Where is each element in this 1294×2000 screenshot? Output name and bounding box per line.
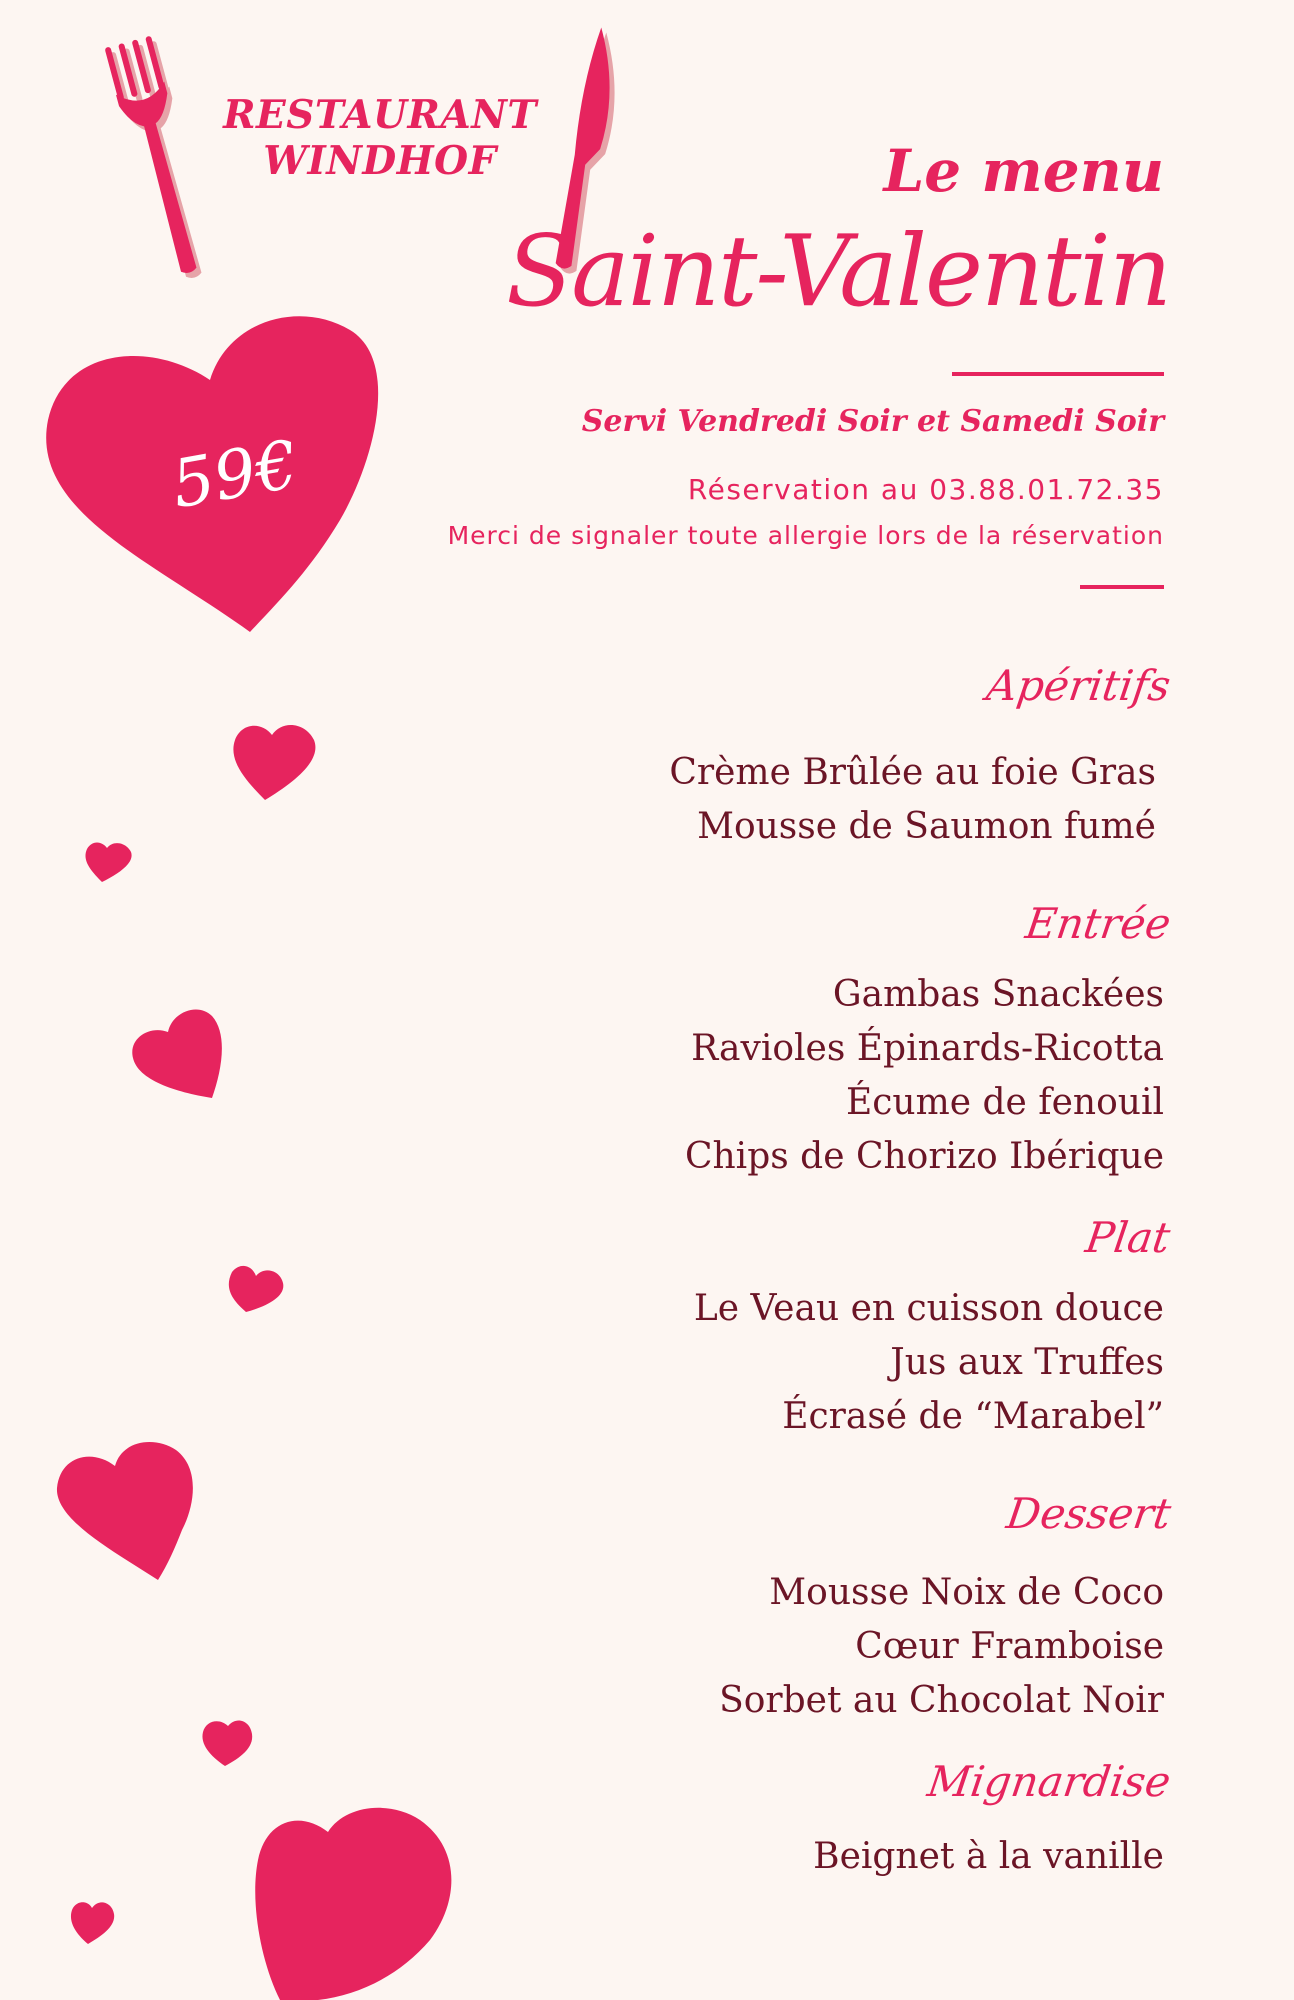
section-items-mignardise [813,1830,1164,1884]
section-items-aperitifs [669,746,1156,854]
restaurant-name-line2: WINDHOF [263,138,497,184]
heart-icon [255,1808,451,2000]
menu-item: Crème Brûlée au foie Gras [669,752,1156,793]
section-items-dessert [719,1566,1164,1728]
allergy-note: Merci de signaler toute allergie lors de la réservation [447,521,1164,550]
heart-icon [233,725,315,800]
service-days: Servi Vendredi Soir et Samedi Soir [581,404,1164,439]
menu-item: Mousse Noix de Coco [769,1572,1164,1613]
menu-item: Beignet à la vanille [813,1836,1164,1877]
restaurant-name-line1: RESTAURANT [223,92,537,138]
menu-item: Gambas Snackées [832,974,1164,1015]
menu-item: Jus aux Truffes [890,1342,1164,1383]
heart-icon [85,843,131,883]
menu-item: Chips de Chorizo Ibérique [684,1136,1164,1177]
reservation-phone: Réservation au 03.88.01.72.35 [687,473,1164,506]
restaurant-logo [200,92,560,184]
menu-item: Le Veau en cuisson douce [693,1288,1164,1329]
section-title-aperitifs: Apéritifs [983,661,1174,710]
section-items-plat [694,1282,1164,1444]
menu-title-script: Saint-Valentin [506,215,1170,329]
menu-item: Mousse de Saumon fumé [697,806,1156,847]
divider-bottom [1080,585,1164,589]
section-title-mignardise: Mignardise [924,1757,1174,1806]
menu-item: Écume de fenouil [845,1082,1164,1123]
heart-icon [202,1720,252,1766]
section-title-entree: Entrée [1022,899,1174,948]
menu-item: Sorbet au Chocolat Noir [719,1680,1164,1721]
menu-title: Le menu [883,137,1164,205]
section-items-entree [685,968,1164,1184]
menu-item: Ravioles Épinards-Ricotta [691,1028,1164,1069]
heart-icon [57,1442,193,1580]
price-label: 59€ [166,425,304,524]
heart-icon [229,1266,284,1312]
menu-item: Cœur Framboise [855,1626,1164,1667]
section-title-plat: Plat [1083,1213,1174,1262]
heart-icon [132,1009,222,1098]
divider-top [952,372,1164,376]
heart-icon [71,1902,114,1944]
section-title-dessert: Dessert [1003,1489,1174,1538]
menu-item: Écrasé de “Marabel” [782,1396,1164,1437]
